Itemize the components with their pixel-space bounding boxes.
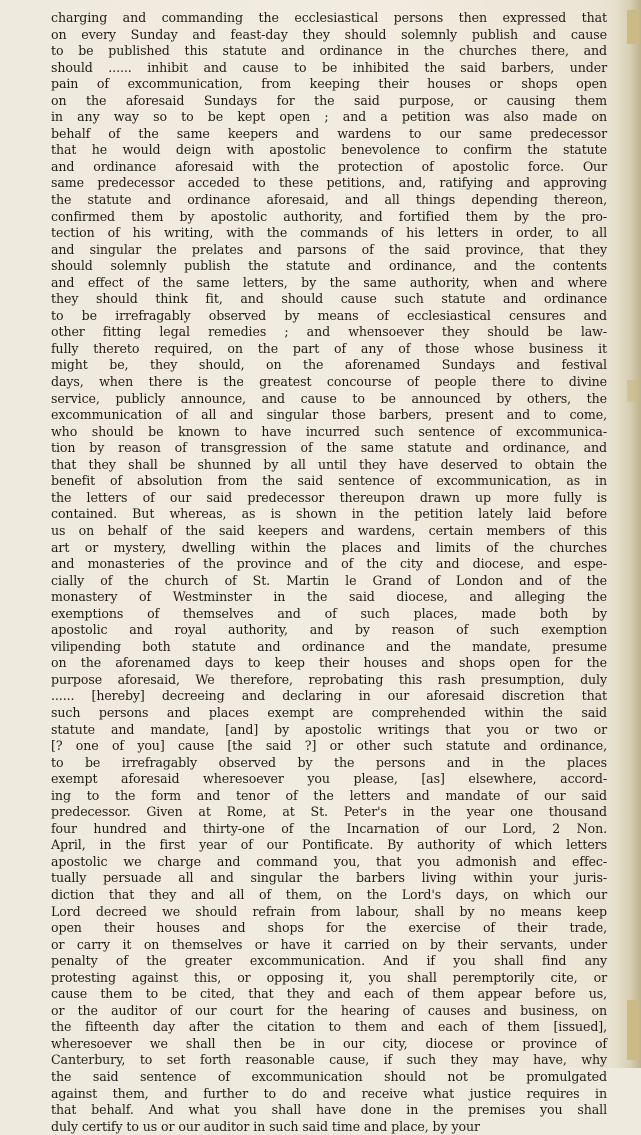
text-line: cause them to be cited, that they and each of them appear before us, <box>51 986 607 1002</box>
text-line: should solemnly publish the statute and ordinance, and the contents <box>51 258 607 274</box>
text-line: days, when there is the greatest concourse of people there to divine <box>51 374 607 390</box>
body-text <box>51 10 607 1135</box>
text-line: monastery of Westminster in the said diocese, and alleging the <box>51 589 607 605</box>
text-line: penalty of the greater excommunication. And if you shall find any <box>51 953 607 969</box>
text-line: to be irrefragably observed by the persons and in the places <box>51 754 607 770</box>
text-line: contained. But whereas, as is shown in the petition lately laid before <box>51 506 607 522</box>
text-line: service, publicly announce, and cause to be announced by others, the <box>51 390 607 406</box>
text-line: open their houses and shops for the exercise of their trade, <box>51 920 607 936</box>
text-line: apostolic we charge and command you, that you admonish and effec- <box>51 853 607 869</box>
text-line: or carry it on themselves or have it carried on by their servants, under <box>51 936 607 952</box>
text-line: and effect of the same letters, by the same authority, when and where <box>51 274 607 290</box>
text-line: on every Sunday and feast-day they should solemnly publish and cause <box>51 26 607 42</box>
text-line: and ordinance aforesaid with the protection of apostolic force. Our <box>51 158 607 174</box>
text-line: predecessor. Given at Rome, at St. Peter's in the year one thousand <box>51 804 607 820</box>
text-line: who should be known to have incurred such sentence of excommunica- <box>51 423 607 439</box>
text-line: and monasteries of the province and of the city and diocese, and espe- <box>51 556 607 572</box>
text-line: other fitting legal remedies ; and whensoever they should be law- <box>51 324 607 340</box>
text-line: art or mystery, dwelling within the places and limits of the churches <box>51 539 607 555</box>
text-line: to be irrefragably observed by means of ecclesiastical censures and <box>51 307 607 323</box>
text-line: protesting against this, or opposing it, you shall peremptorily cite, or <box>51 969 607 985</box>
text-line: such persons and places exempt are comprehended within the said <box>51 704 607 720</box>
text-line: wheresoever we shall then be in our city, diocese or province of <box>51 1035 607 1051</box>
text-line: the fifteenth day after the citation to them and each of them [issued], <box>51 1019 607 1035</box>
text-line: apostolic and royal authority, and by reason of such exemption <box>51 622 607 638</box>
text-line: the statute and ordinance aforesaid, and all things depending thereon, <box>51 192 607 208</box>
text-line: ing to the form and tenor of the letters and mandate of our said <box>51 787 607 803</box>
text-line: four hundred and thirty-one of the Incarnation of our Lord, 2 Non. <box>51 820 607 836</box>
text-line: pain of excommunication, from keeping their houses or shops open <box>51 76 607 92</box>
text-line: us on behalf of the said keepers and wardens, certain members of this <box>51 522 607 538</box>
text-line: April, in the first year of our Pontificate. By authority of which letters <box>51 837 607 853</box>
text-line: or the auditor of our court for the hearing of causes and business, on <box>51 1002 607 1018</box>
page-edge-shadow <box>615 0 641 1068</box>
text-line: the said sentence of excommunication should not be promulgated <box>51 1069 607 1084</box>
text-line: and singular the prelates and parsons of the said province, that they <box>51 241 607 257</box>
text-line: the letters of our said predecessor thereupon drawn up more fully is <box>51 489 607 505</box>
text-line: tion by reason of transgression of the same statute and ordinance, and <box>51 440 607 456</box>
text-line: should ...... inhibit and cause to be inhibited the said barbers, under <box>51 59 607 75</box>
text-line: tually persuade all and singular the barbers living within your juris- <box>51 870 607 886</box>
text-line: charging and commanding the ecclesiastical persons then expressed that <box>51 10 607 25</box>
text-line: they should think fit, and should cause such statute and ordinance <box>51 291 607 307</box>
text-line: excommunication of all and singular those barbers, present and to come, <box>51 407 607 423</box>
text-line: tection of his writing, with the commands of his letters in order, to all <box>51 225 607 241</box>
text-line: purpose aforesaid, We therefore, reprobating this rash presumption, duly <box>51 671 607 687</box>
text-line: same predecessor acceded to these petitions, and, ratifying and approving <box>51 175 607 191</box>
text-line: exemptions of themselves and of such places, made both by <box>51 605 607 621</box>
edge-stain <box>627 1000 639 1060</box>
text-line: Canterbury, to set forth reasonable cause, if such they may have, why <box>51 1052 607 1068</box>
text-line: in any way so to be kept open ; and a petition was also made on <box>51 109 607 125</box>
text-line: might be, they should, on the aforenamed Sundays and festival <box>51 357 607 373</box>
text-line: ...... [hereby] decreeing and declaring in our aforesaid discretion that <box>51 688 607 704</box>
text-line: cially of the church of St. Martin le Grand of London and of the <box>51 572 607 588</box>
text-line: Lord decreed we should refrain from labour, shall by no means keep <box>51 903 607 919</box>
edge-stain <box>627 10 639 44</box>
text-line: that he would deign with apostolic benevolence to confirm the statute <box>51 142 607 158</box>
text-line: statute and mandate, [and] by apostolic writings that you or two or <box>51 721 607 737</box>
edge-stain <box>627 380 639 402</box>
text-line: duly certify to us or our auditor in such said time and place, by your <box>51 1118 480 1134</box>
text-line: diction that they and all of them, on the Lord's days, on which our <box>51 886 607 902</box>
text-line: vilipending both statute and ordinance and the mandate, presume <box>51 638 607 654</box>
text-line: exempt aforesaid wheresoever you please, [as] elsewhere, accord- <box>51 771 607 787</box>
text-line: to be published this statute and ordinance in the churches there, and <box>51 43 607 59</box>
text-line: on the aforesaid Sundays for the said purpose, or causing them <box>51 92 607 108</box>
text-line: on the aforenamed days to keep their houses and shops open for the <box>51 655 607 671</box>
text-line: behalf of the same keepers and wardens to our same predecessor <box>51 125 607 141</box>
text-line: that they shall be shunned by all until they have deserved to obtain the <box>51 456 607 472</box>
text-line: confirmed them by apostolic authority, and fortified them by the pro- <box>51 208 607 224</box>
text-line: against them, and further to do and receive what justice requires in <box>51 1085 607 1101</box>
text-line: fully thereto required, on the part of any of those whose business it <box>51 340 607 356</box>
text-line: [? one of you] cause [the said ?] or other such statute and ordinance, <box>51 738 607 754</box>
text-line: benefit of absolution from the said sentence of excommunication, as in <box>51 473 607 489</box>
text-line: that behalf. And what you shall have done in the premises you shall <box>51 1102 607 1118</box>
